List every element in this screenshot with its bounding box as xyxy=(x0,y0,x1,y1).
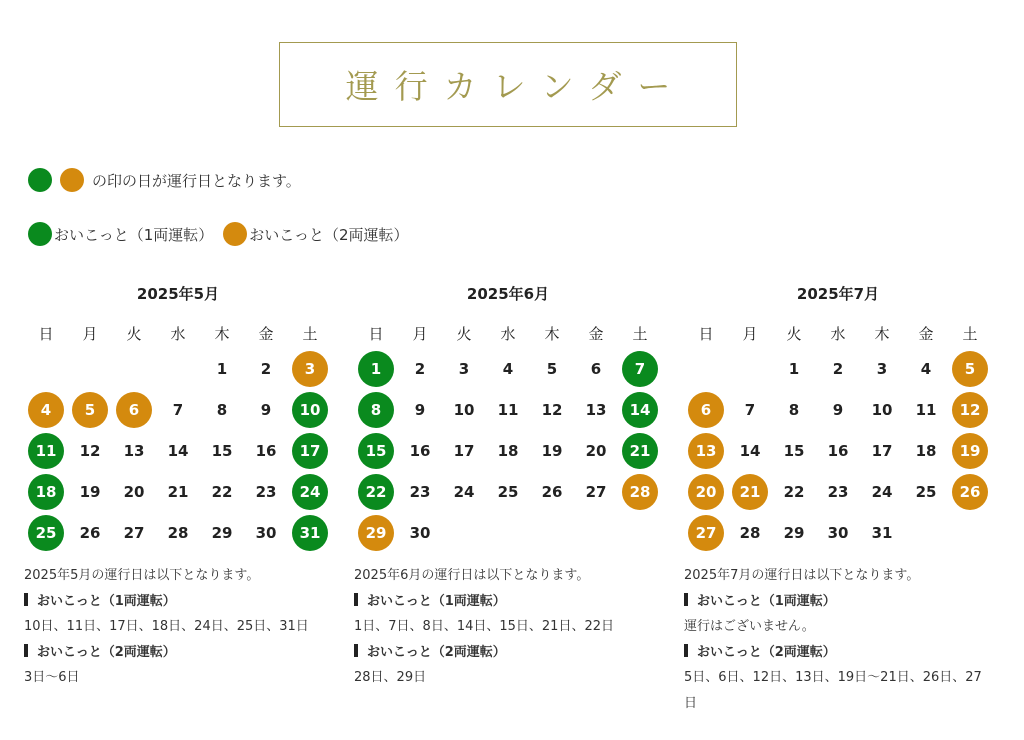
day-cell xyxy=(860,512,904,553)
calendar-day: 24 xyxy=(871,482,893,501)
day-cell xyxy=(948,430,992,471)
legend-key xyxy=(28,222,409,246)
day-cell xyxy=(200,430,244,471)
day-cell xyxy=(288,389,332,430)
day-cell xyxy=(904,471,948,512)
day-cell xyxy=(68,389,112,430)
day-cell xyxy=(398,348,442,389)
day-cell xyxy=(904,389,948,430)
day-cell xyxy=(948,471,992,512)
two-car-operation-day: 27 xyxy=(688,515,724,551)
calendar-day: 20 xyxy=(585,441,607,460)
calendar-notes xyxy=(684,563,984,716)
day-cell xyxy=(156,389,200,430)
one-car-operation-day: 14 xyxy=(622,392,658,428)
day-cell xyxy=(684,389,728,430)
calendar-day: 4 xyxy=(502,359,514,378)
calendar-day: 16 xyxy=(255,441,277,460)
day-cell xyxy=(772,430,816,471)
day-cell xyxy=(288,348,332,389)
calendar-day: 29 xyxy=(783,523,805,542)
calendar-day: 7 xyxy=(172,400,184,419)
calendar-day: 30 xyxy=(827,523,849,542)
calendar-day: 10 xyxy=(453,400,475,419)
day-cell xyxy=(948,348,992,389)
weekday-header: 月 xyxy=(742,325,758,343)
calendar-day: 1 xyxy=(216,359,228,378)
calendar-day: 27 xyxy=(585,482,607,501)
calendar-day: 9 xyxy=(260,400,272,419)
notes-heading xyxy=(24,589,324,615)
notes-heading-text: おいこっと（1両運転） xyxy=(697,593,836,609)
calendar-day: 2 xyxy=(260,359,272,378)
day-cell xyxy=(244,348,288,389)
one-car-dot-icon xyxy=(28,168,52,192)
day-cell xyxy=(200,389,244,430)
day-cell xyxy=(728,471,772,512)
notes-text: 5日、6日、12日、13日、19日〜21日、26日、27日 xyxy=(684,670,982,711)
empty-cell xyxy=(112,348,156,389)
calendar-day: 12 xyxy=(541,400,563,419)
two-car-operation-day: 6 xyxy=(116,392,152,428)
day-cell xyxy=(904,348,948,389)
calendar-grid xyxy=(354,320,662,553)
day-cell xyxy=(354,512,398,553)
calendar-day: 17 xyxy=(453,441,475,460)
heading-bar-icon xyxy=(354,593,358,606)
day-cell xyxy=(398,471,442,512)
day-cell xyxy=(574,389,618,430)
weekday-header: 木 xyxy=(544,325,560,343)
day-cell xyxy=(574,348,618,389)
notes-text: 3日〜6日 xyxy=(24,670,80,685)
day-cell xyxy=(24,389,68,430)
day-cell xyxy=(200,512,244,553)
day-cell xyxy=(442,471,486,512)
day-cell xyxy=(772,348,816,389)
calendar-day: 28 xyxy=(167,523,189,542)
day-cell xyxy=(156,430,200,471)
weekday-header: 土 xyxy=(962,325,978,343)
day-cell xyxy=(530,348,574,389)
day-cell xyxy=(728,430,772,471)
legend-two-car-label: おいこっと（2両運転） xyxy=(249,225,409,244)
weekday-header: 日 xyxy=(38,325,54,343)
calendar-day: 7 xyxy=(744,400,756,419)
day-cell xyxy=(244,512,288,553)
weekday-header: 月 xyxy=(412,325,428,343)
day-cell xyxy=(398,430,442,471)
calendar-day: 30 xyxy=(255,523,277,542)
day-cell xyxy=(244,471,288,512)
day-cell xyxy=(816,471,860,512)
calendar-day: 21 xyxy=(167,482,189,501)
calendar-day: 8 xyxy=(216,400,228,419)
notes-text: 2025年7月の運行日は以下となります。 xyxy=(684,568,920,583)
heading-bar-icon xyxy=(24,593,28,606)
notes-text: 28日、29日 xyxy=(354,670,427,685)
two-car-operation-day: 28 xyxy=(622,474,658,510)
calendar-day: 26 xyxy=(79,523,101,542)
day-cell xyxy=(574,430,618,471)
weekday-header: 金 xyxy=(258,325,274,343)
calendar-day: 2 xyxy=(414,359,426,378)
weekday-header: 土 xyxy=(302,325,318,343)
notes-heading-text: おいこっと（1両運転） xyxy=(367,593,506,609)
notes-text: 運行はございません。 xyxy=(684,619,815,634)
heading-bar-icon xyxy=(354,644,358,657)
notes-heading-text: おいこっと（1両運転） xyxy=(37,593,176,609)
empty-cell xyxy=(24,348,68,389)
two-car-operation-day: 4 xyxy=(28,392,64,428)
calendar-day: 2 xyxy=(832,359,844,378)
two-car-operation-day: 12 xyxy=(952,392,988,428)
day-cell xyxy=(486,389,530,430)
calendar-day: 30 xyxy=(409,523,431,542)
day-cell xyxy=(728,512,772,553)
day-cell xyxy=(354,430,398,471)
day-cell xyxy=(354,348,398,389)
day-cell xyxy=(618,430,662,471)
calendar-day: 8 xyxy=(788,400,800,419)
day-cell xyxy=(112,430,156,471)
day-cell xyxy=(486,430,530,471)
day-cell xyxy=(816,348,860,389)
two-car-dot-icon xyxy=(60,168,84,192)
day-cell xyxy=(772,389,816,430)
two-car-operation-day: 5 xyxy=(72,392,108,428)
notes-heading xyxy=(684,640,984,666)
calendar-grid xyxy=(24,320,332,553)
calendar-day: 10 xyxy=(871,400,893,419)
day-cell xyxy=(442,430,486,471)
weekday-header: 火 xyxy=(126,325,142,343)
one-car-dot-icon xyxy=(28,222,52,246)
page-title: 運行カレンダー xyxy=(345,67,687,106)
calendar-day: 25 xyxy=(497,482,519,501)
day-cell xyxy=(68,512,112,553)
calendar-day: 13 xyxy=(585,400,607,419)
one-car-operation-day: 18 xyxy=(28,474,64,510)
day-cell xyxy=(24,512,68,553)
calendar-may xyxy=(24,282,332,691)
empty-cell xyxy=(728,348,772,389)
legend-intro xyxy=(28,168,301,192)
two-car-operation-day: 19 xyxy=(952,433,988,469)
day-cell xyxy=(112,512,156,553)
calendar-day: 11 xyxy=(497,400,519,419)
calendar-day: 29 xyxy=(211,523,233,542)
calendar-day: 3 xyxy=(876,359,888,378)
calendar-grid xyxy=(684,320,992,553)
day-cell xyxy=(904,430,948,471)
heading-bar-icon xyxy=(684,593,688,606)
day-cell xyxy=(24,471,68,512)
day-cell xyxy=(618,471,662,512)
day-cell xyxy=(728,389,772,430)
day-cell xyxy=(244,430,288,471)
notes-text: 2025年6月の運行日は以下となります。 xyxy=(354,568,590,583)
notes-heading xyxy=(684,589,984,615)
calendar-day: 9 xyxy=(414,400,426,419)
day-cell xyxy=(860,471,904,512)
day-cell xyxy=(442,389,486,430)
day-cell xyxy=(288,430,332,471)
calendar-day: 22 xyxy=(211,482,233,501)
weekday-header: 土 xyxy=(632,325,648,343)
day-cell xyxy=(244,389,288,430)
day-cell xyxy=(398,512,442,553)
one-car-operation-day: 24 xyxy=(292,474,328,510)
notes-heading xyxy=(24,640,324,666)
day-cell xyxy=(530,389,574,430)
calendar-day: 24 xyxy=(453,482,475,501)
calendar-day: 23 xyxy=(255,482,277,501)
day-cell xyxy=(112,471,156,512)
day-cell xyxy=(200,471,244,512)
day-cell xyxy=(354,389,398,430)
day-cell xyxy=(860,430,904,471)
day-cell xyxy=(860,348,904,389)
one-car-operation-day: 7 xyxy=(622,351,658,387)
calendar-day: 18 xyxy=(915,441,937,460)
two-car-operation-day: 29 xyxy=(358,515,394,551)
calendar-notes xyxy=(354,563,654,691)
calendar-day: 4 xyxy=(920,359,932,378)
one-car-operation-day: 11 xyxy=(28,433,64,469)
weekday-header: 水 xyxy=(170,325,186,343)
calendar-day: 11 xyxy=(915,400,937,419)
notes-heading-text: おいこっと（2両運転） xyxy=(367,644,506,660)
legend-intro-text: の印の日が運行日となります。 xyxy=(92,171,301,190)
calendar-day: 18 xyxy=(497,441,519,460)
legend-one-car-label: おいこっと（1両運転） xyxy=(54,225,214,244)
day-cell xyxy=(948,389,992,430)
day-cell xyxy=(442,348,486,389)
calendar-day: 25 xyxy=(915,482,937,501)
one-car-operation-day: 1 xyxy=(358,351,394,387)
calendar-day: 26 xyxy=(541,482,563,501)
notes-text: 1日、7日、8日、14日、15日、21日、22日 xyxy=(354,619,614,634)
calendar-day: 17 xyxy=(871,441,893,460)
day-cell xyxy=(618,389,662,430)
calendar-day: 15 xyxy=(211,441,233,460)
calendar-june xyxy=(354,282,662,691)
weekday-header: 火 xyxy=(456,325,472,343)
notes-heading-text: おいこっと（2両運転） xyxy=(697,644,836,660)
one-car-operation-day: 25 xyxy=(28,515,64,551)
calendar-day: 9 xyxy=(832,400,844,419)
calendar-day: 23 xyxy=(409,482,431,501)
day-cell xyxy=(288,471,332,512)
day-cell xyxy=(684,512,728,553)
day-cell xyxy=(486,471,530,512)
day-cell xyxy=(24,430,68,471)
notes-text: 2025年5月の運行日は以下となります。 xyxy=(24,568,260,583)
day-cell xyxy=(156,512,200,553)
weekday-header: 月 xyxy=(82,325,98,343)
day-cell xyxy=(860,389,904,430)
day-cell xyxy=(68,430,112,471)
weekday-header: 水 xyxy=(500,325,516,343)
empty-cell xyxy=(156,348,200,389)
calendar-day: 23 xyxy=(827,482,849,501)
calendar-title: 2025年5月 xyxy=(136,285,220,303)
day-cell xyxy=(398,389,442,430)
day-cell xyxy=(530,471,574,512)
day-cell xyxy=(112,389,156,430)
calendar-day: 15 xyxy=(783,441,805,460)
weekday-header: 火 xyxy=(786,325,802,343)
day-cell xyxy=(618,348,662,389)
day-cell xyxy=(684,471,728,512)
page-title-box xyxy=(279,42,737,127)
empty-cell xyxy=(684,348,728,389)
calendar-day: 28 xyxy=(739,523,761,542)
notes-heading xyxy=(354,589,654,615)
calendar-day: 13 xyxy=(123,441,145,460)
calendar-title: 2025年6月 xyxy=(466,285,550,303)
day-cell xyxy=(574,471,618,512)
two-car-operation-day: 26 xyxy=(952,474,988,510)
one-car-operation-day: 21 xyxy=(622,433,658,469)
calendar-day: 6 xyxy=(590,359,602,378)
day-cell xyxy=(684,430,728,471)
calendar-day: 14 xyxy=(167,441,189,460)
weekday-header: 木 xyxy=(874,325,890,343)
heading-bar-icon xyxy=(24,644,28,657)
calendar-day: 27 xyxy=(123,523,145,542)
two-car-operation-day: 13 xyxy=(688,433,724,469)
notes-heading-text: おいこっと（2両運転） xyxy=(37,644,176,660)
day-cell xyxy=(200,348,244,389)
two-car-operation-day: 3 xyxy=(292,351,328,387)
calendar-day: 3 xyxy=(458,359,470,378)
one-car-operation-day: 10 xyxy=(292,392,328,428)
day-cell xyxy=(486,348,530,389)
one-car-operation-day: 8 xyxy=(358,392,394,428)
day-cell xyxy=(816,389,860,430)
calendar-title: 2025年7月 xyxy=(796,285,880,303)
calendar-notes xyxy=(24,563,324,691)
calendar-day: 14 xyxy=(739,441,761,460)
day-cell xyxy=(288,512,332,553)
day-cell xyxy=(772,512,816,553)
day-cell xyxy=(68,471,112,512)
day-cell xyxy=(354,471,398,512)
one-car-operation-day: 15 xyxy=(358,433,394,469)
weekday-header: 日 xyxy=(698,325,714,343)
day-cell xyxy=(772,471,816,512)
day-cell xyxy=(816,512,860,553)
empty-cell xyxy=(68,348,112,389)
calendar-day: 16 xyxy=(409,441,431,460)
weekday-header: 金 xyxy=(918,325,934,343)
calendar-day: 19 xyxy=(541,441,563,460)
heading-bar-icon xyxy=(684,644,688,657)
day-cell xyxy=(816,430,860,471)
weekday-header: 日 xyxy=(368,325,384,343)
calendar-day: 1 xyxy=(788,359,800,378)
calendar-day: 31 xyxy=(871,523,893,542)
weekday-header: 木 xyxy=(214,325,230,343)
one-car-operation-day: 22 xyxy=(358,474,394,510)
notes-heading xyxy=(354,640,654,666)
calendar-day: 5 xyxy=(546,359,558,378)
calendar-day: 19 xyxy=(79,482,101,501)
weekday-header: 水 xyxy=(830,325,846,343)
calendar-day: 20 xyxy=(123,482,145,501)
two-car-operation-day: 6 xyxy=(688,392,724,428)
day-cell xyxy=(530,430,574,471)
calendar-july xyxy=(684,282,992,716)
weekday-header: 金 xyxy=(588,325,604,343)
calendar-day: 12 xyxy=(79,441,101,460)
one-car-operation-day: 17 xyxy=(292,433,328,469)
one-car-operation-day: 31 xyxy=(292,515,328,551)
calendar-day: 16 xyxy=(827,441,849,460)
two-car-operation-day: 21 xyxy=(732,474,768,510)
day-cell xyxy=(156,471,200,512)
calendar-day: 22 xyxy=(783,482,805,501)
two-car-dot-icon xyxy=(223,222,247,246)
two-car-operation-day: 5 xyxy=(952,351,988,387)
notes-text: 10日、11日、17日、18日、24日、25日、31日 xyxy=(24,619,309,634)
two-car-operation-day: 20 xyxy=(688,474,724,510)
